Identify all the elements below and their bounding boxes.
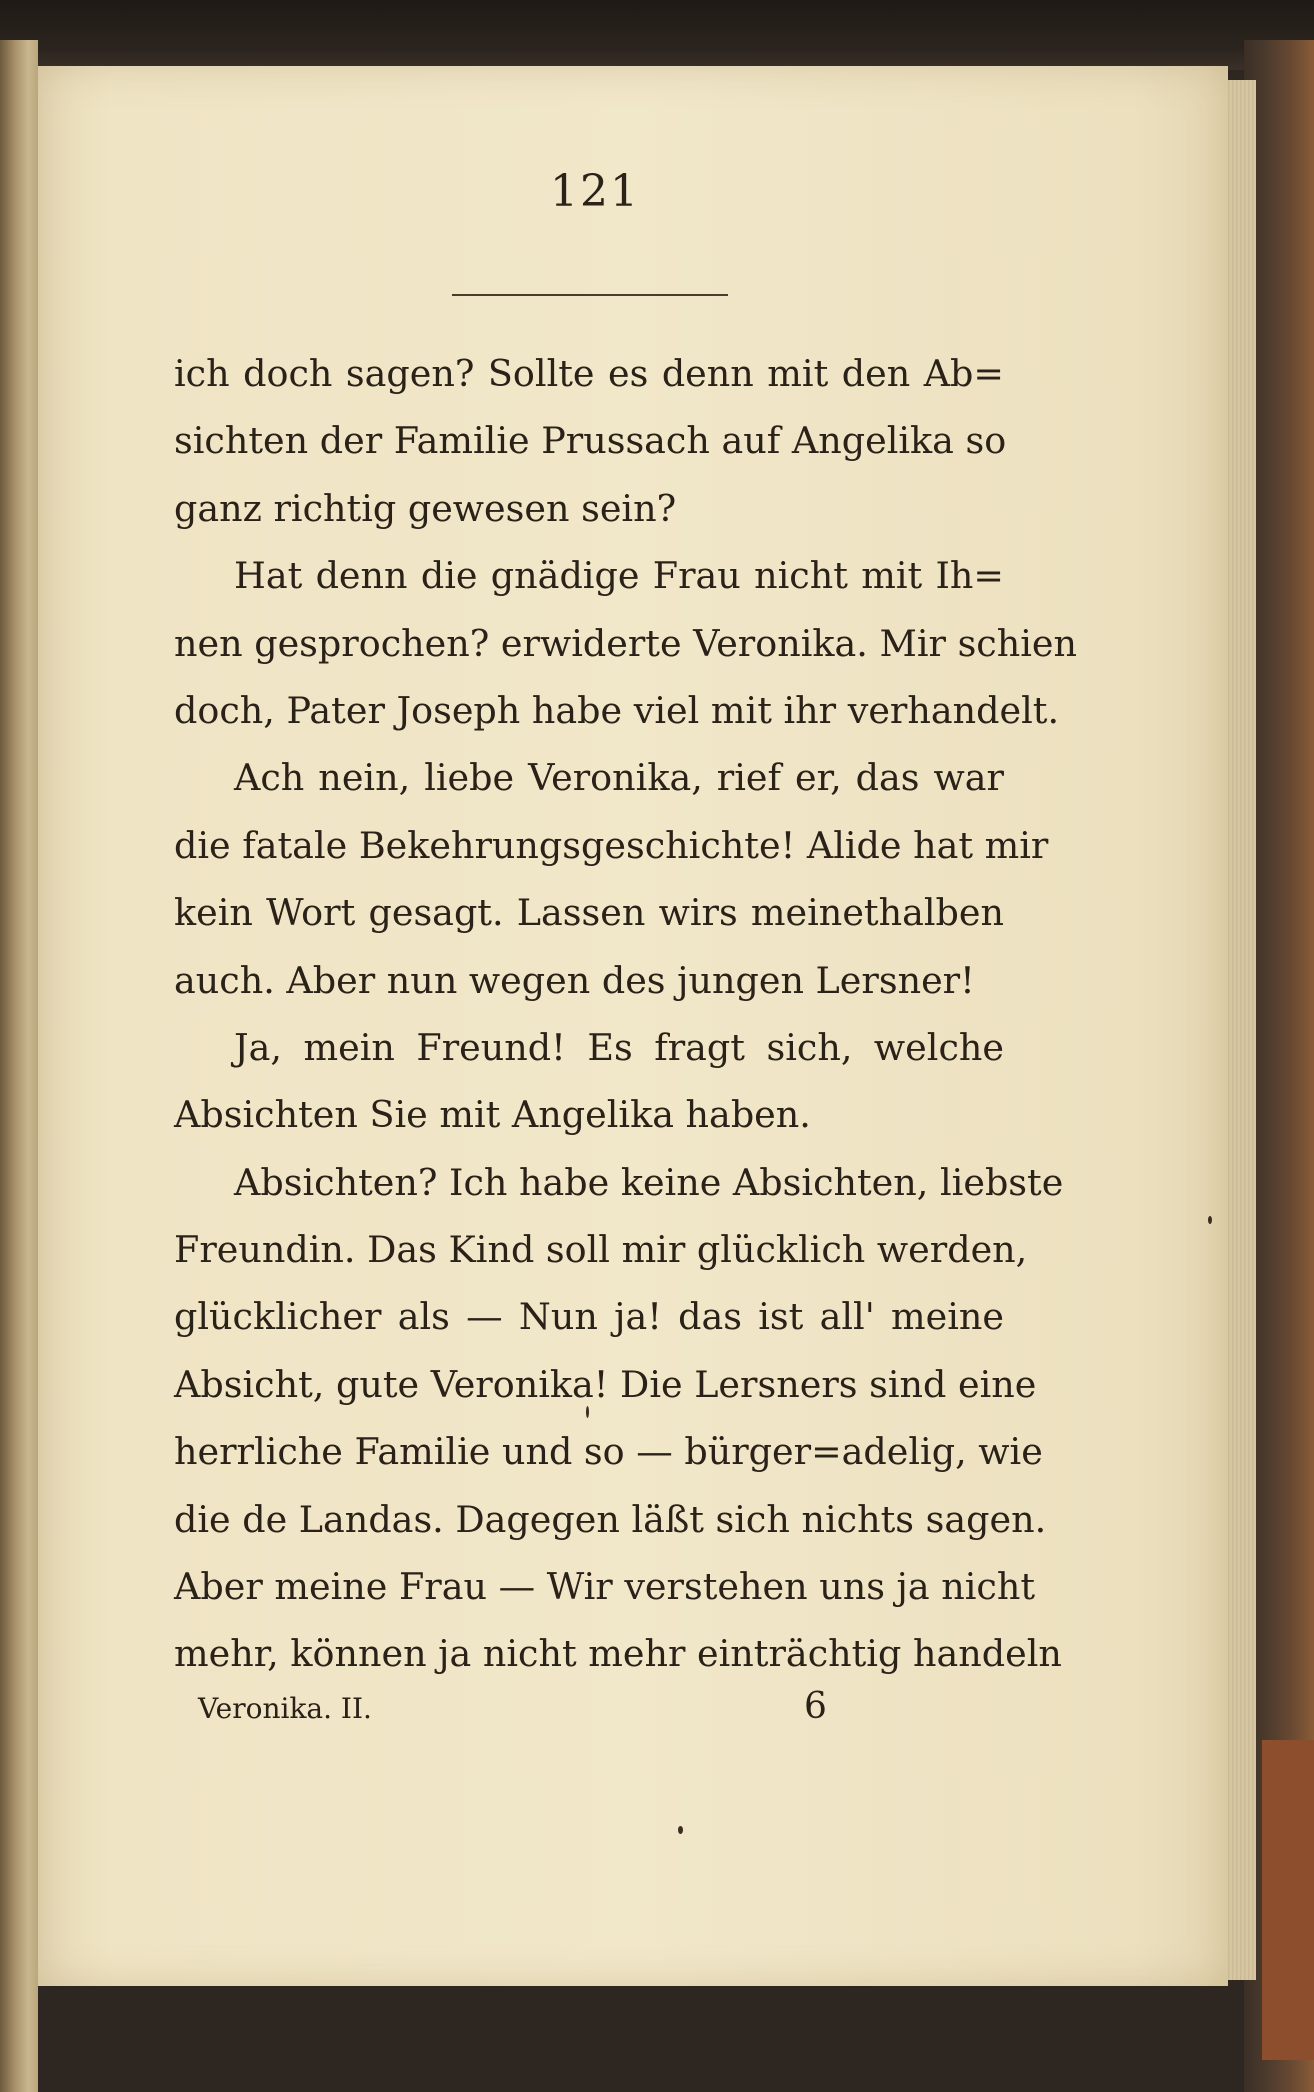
text-line: Hat denn die gnädige Frau nicht mit Ih= <box>234 554 1004 598</box>
text-line: mehr, können ja nicht mehr einträchtig handeln <box>174 1632 1062 1676</box>
text-line: kein Wort gesagt. Lassen wirs meinethalben <box>174 891 1004 935</box>
paper-speck <box>586 1406 589 1418</box>
text-line: Absicht, gute Veronika! Die Lersners sind eine <box>174 1362 1037 1406</box>
cover-leather-corner <box>1262 1740 1314 2060</box>
signature-mark: Veronika. II. <box>198 1692 372 1725</box>
text-line: sichten der Familie Prussach auf Angelika so <box>174 419 1007 463</box>
signature-number: 6 <box>804 1686 827 1727</box>
header-rule <box>452 294 728 296</box>
book-cover-top <box>0 0 1314 70</box>
paper-speck <box>678 1826 683 1834</box>
text-line: die de Landas. Dagegen läßt sich nichts sagen. <box>174 1497 1047 1541</box>
text-line: auch. Aber nun wegen des jungen Lersner! <box>174 958 975 1002</box>
text-line: herrliche Familie und so — bürger=adelig, wie <box>174 1430 1043 1474</box>
text-line: nen gesprochen? erwiderte Veronika. Mir schien <box>174 621 1078 665</box>
text-line: Absichten? Ich habe keine Absichten, liebste <box>234 1160 1064 1204</box>
text-line: Ach nein, liebe Veronika, rief er, das war <box>234 756 1004 800</box>
text-line: die fatale Bekehrungsgeschichte! Alide hat mir <box>174 823 1049 867</box>
text-line: Ja, mein Freund! Es fragt sich, welche <box>234 1025 1004 1069</box>
text-line: Aber meine Frau — Wir verstehen uns ja nicht <box>174 1565 1036 1609</box>
page-text <box>174 340 1078 1688</box>
text-line: ich doch sagen? Sollte es denn mit den Ab= <box>174 352 1004 395</box>
page-number: 121 <box>550 166 640 217</box>
text-line: glücklicher als — Nun ja! das ist all' meine <box>174 1295 1004 1339</box>
text-line: ganz richtig gewesen sein? <box>174 486 677 530</box>
text-line: Absichten Sie mit Angelika haben. <box>174 1093 811 1137</box>
book-spine-left <box>0 40 38 2092</box>
text-line: Freundin. Das Kind soll mir glücklich werden, <box>174 1228 1028 1272</box>
paper-speck <box>1208 1216 1212 1224</box>
text-line: doch, Pater Joseph habe viel mit ihr verhandelt. <box>174 688 1060 732</box>
page-edges <box>1226 80 1256 1980</box>
